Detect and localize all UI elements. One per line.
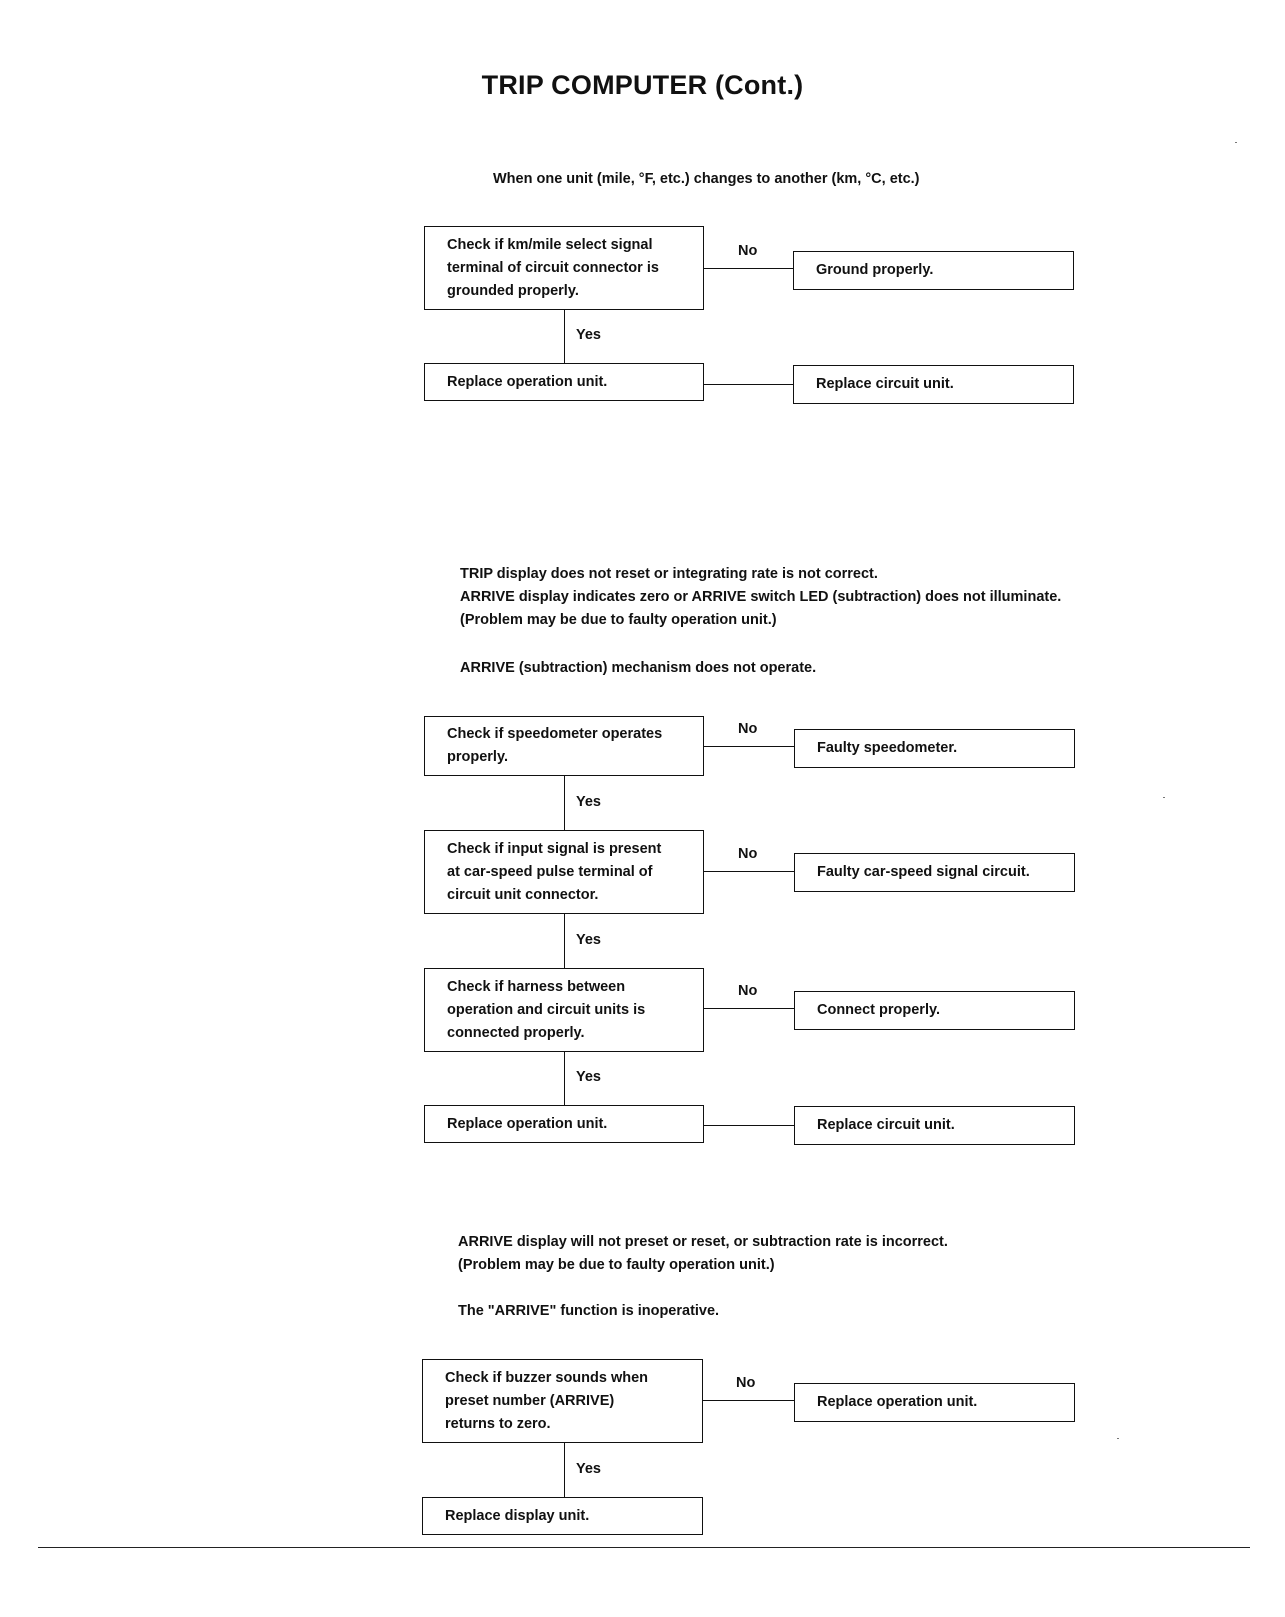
section2-check2-line-2: at car-speed pulse terminal of xyxy=(447,863,653,880)
section1-replace-right-box xyxy=(793,365,1074,404)
section3-check-line-3: returns to zero. xyxy=(445,1415,551,1432)
section3-caption-1: ARRIVE display will not preset or reset, or subtraction rate is incorrect. xyxy=(458,1234,948,1250)
section3-check-line-1: Check if buzzer sounds when xyxy=(445,1369,649,1386)
section3-no-result: Replace operation unit. xyxy=(817,1394,978,1410)
section2-check2-box xyxy=(424,830,704,914)
section2-no3-label: No xyxy=(738,983,758,999)
section2-check3-line-1: Check if harness between xyxy=(447,978,626,995)
section2-no3-connector xyxy=(704,1008,794,1009)
section2-result2: Faulty car-speed signal circuit. xyxy=(817,864,1030,880)
section2-result1: Faulty speedometer. xyxy=(817,740,958,756)
section1-no-connector xyxy=(704,268,793,269)
section2-check2-line-1: Check if input signal is present xyxy=(447,840,662,857)
section2-result2-box xyxy=(794,853,1075,892)
section2-no2-label: No xyxy=(738,846,758,862)
section2-replace-left: Replace operation unit. xyxy=(447,1115,608,1132)
section2-caption-3: (Problem may be due to faulty operation unit.) xyxy=(460,612,777,628)
section2-replace-right-box xyxy=(794,1106,1075,1145)
section2-result3-box xyxy=(794,991,1075,1030)
section3-replace-left-box xyxy=(422,1497,703,1535)
section2-yes3-connector xyxy=(564,1052,565,1105)
section2-check1-line-2: properly. xyxy=(447,749,508,765)
section3-replace-left: Replace display unit. xyxy=(445,1507,590,1524)
section2-no2-connector xyxy=(704,871,794,872)
section1-no-label: No xyxy=(738,243,758,259)
section3-caption-3: The "ARRIVE" function is inoperative. xyxy=(458,1303,720,1319)
section2-caption-1: TRIP display does not reset or integrating rate is not correct. xyxy=(460,566,878,582)
scan-speck xyxy=(1235,142,1237,143)
section2-check3-box xyxy=(424,968,704,1052)
section2-result3: Connect properly. xyxy=(817,1002,940,1018)
section2-yes1-connector xyxy=(564,776,565,830)
page-title: TRIP COMPUTER (Cont.) xyxy=(481,70,804,100)
section2-replace-right: Replace circuit unit. xyxy=(817,1117,955,1133)
section2-no1-label: No xyxy=(738,721,758,737)
section2-check3-line-2: operation and circuit units is xyxy=(447,1001,646,1018)
scan-speck xyxy=(1117,1438,1119,1439)
section2-check1-line-1: Check if speedometer operates xyxy=(447,726,663,742)
section1-check-line-2: terminal of circuit connector is xyxy=(447,259,659,276)
section3-no-result-box xyxy=(794,1383,1075,1422)
section1-replace-left: Replace operation unit. xyxy=(447,373,608,390)
section1-yes-label: Yes xyxy=(576,327,601,343)
section1-check-box xyxy=(424,226,704,310)
scan-speck xyxy=(1163,797,1165,798)
section1-replace-connector xyxy=(704,384,793,385)
section2-caption-4: ARRIVE (subtraction) mechanism does not operate. xyxy=(460,660,817,676)
section2-check3-line-3: connected properly. xyxy=(447,1024,585,1041)
section2-caption-2: ARRIVE display indicates zero or ARRIVE switch LED (subtraction) does not illuminate. xyxy=(460,589,1062,605)
section2-check1-box xyxy=(424,716,704,776)
section1-check-line-3: grounded properly. xyxy=(447,282,579,299)
section2-yes3-label: Yes xyxy=(576,1069,601,1085)
section3-check-box xyxy=(422,1359,703,1443)
section2-yes1-label: Yes xyxy=(576,794,601,810)
section2-no1-connector xyxy=(704,746,794,747)
section3-yes-connector xyxy=(564,1443,565,1497)
section3-yes-label: Yes xyxy=(576,1461,601,1477)
page-bottom-rule xyxy=(38,1547,1250,1548)
section2-yes2-label: Yes xyxy=(576,932,601,948)
section3-no-connector xyxy=(703,1400,794,1401)
section3-check-line-2: preset number (ARRIVE) xyxy=(445,1392,615,1409)
section2-check2-line-3: circuit unit connector. xyxy=(447,886,599,903)
section3-caption-2: (Problem may be due to faulty operation unit.) xyxy=(458,1257,775,1273)
section2-replace-left-box xyxy=(424,1105,704,1143)
section2-result1-box xyxy=(794,729,1075,768)
section1-caption: When one unit (mile, °F, etc.) changes to another (km, °C, etc.) xyxy=(493,171,920,187)
section2-yes2-connector xyxy=(564,914,565,968)
section1-no-result-box xyxy=(793,251,1074,290)
section3-no-label: No xyxy=(736,1375,756,1391)
section1-replace-right: Replace circuit unit. xyxy=(816,376,954,392)
section1-yes-connector xyxy=(564,310,565,363)
section1-replace-left-box xyxy=(424,363,704,401)
section1-check-line-1: Check if km/mile select signal xyxy=(447,236,653,253)
section2-replace-connector xyxy=(704,1125,794,1126)
section1-no-result: Ground properly. xyxy=(816,262,934,278)
